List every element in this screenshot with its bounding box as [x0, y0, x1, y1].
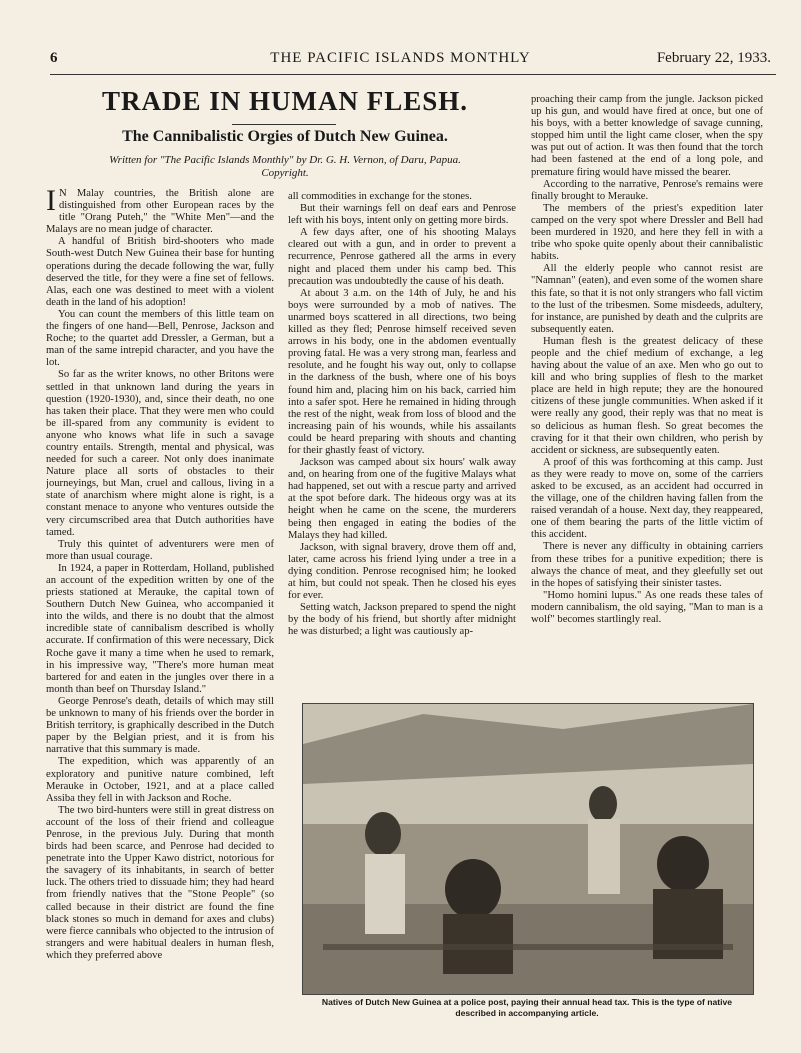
paragraph: A handful of British bird-shooters who made South-west Dutch New Guinea their base for hunting operations during the decade following the war, fully deserved the title, for they were a fine set of fellows. Alas, each one was destined to meet with a violent death in the land of his adoption! [46, 236, 274, 308]
paragraph: all commodities in exchange for the stones. [288, 191, 472, 202]
issue-date: February 22, 1933. [656, 50, 771, 66]
paragraph: Jackson, with signal bravery, drove them off and, later, came across his friend lying under a tree in a dying condition. Penrose recognised him; he looked at him, but could not speak. Then he closed his eyes for ever. [288, 541, 516, 602]
paragraph: In 1924, a paper in Rotterdam, Holland, published an account of the expedition written by one of the priests stationed at Merauke, the capital town of Southern Dutch New Guinea, who accompanied it into the wilds, and there is no doubt that the almost incredible state of cannibalism described is wholly accurate. If confirmation of this were necessary, Dick Roche gave it many a time when he used to remark, in his impressive way, "There's more human meat bartered for and eaten in the jungles over there in a month than beef on Thursday Island." [46, 562, 274, 695]
drop-cap: I [46, 188, 56, 217]
paragraph: So far as the writer knows, no other Britons were settled in that unknown land during the years in question (1920-1930), and, since their death, no one has taken their place. That they were men who could be ill-spared from any community is evident to anyone who knows what life in such a savage country entails. Strength, mental and physical, was needed for such a career. Not only does inanimate Nature place all sorts of obstacles to their journeyings, but Man, cruel and callous, living in a state of anarchism where might alone is right, is a constant menace to anyone who ventures outside the very circumscribed area that Dutch authorities have tamed. [46, 369, 274, 538]
page-header [0, 50, 801, 72]
photograph [302, 703, 754, 995]
page-number: 6 [50, 50, 58, 66]
header-rule [50, 74, 776, 75]
paragraph: A proof of this was forthcoming at this camp. Just as they were ready to move on, some of the carriers asked to be excused, as an accident had occurred in the village, one of the children having fallen from the raised verandah of a house. Next day, they reappeared, one of them bearing the parts of the little victim of this accident. [531, 456, 763, 541]
column-3 [531, 94, 763, 691]
column-2 [288, 191, 516, 749]
paragraph: The expedition, which was apparently of an exploratory and punitive nature combined, left Merauke in October, 1921, and at a place called Assiba they fell in with Jackson and Roche. [46, 756, 274, 804]
paragraph: I N Malay countries, the British alone are distinguished from other European races by the title "Orang Puteh," the "White Men"—and the Malays are no mean judge of character. [46, 188, 274, 236]
paragraph: A few days after, one of his shooting Malays cleared out with a gun, and in order to prevent a recurrence, Penrose gathered all the arms in every night and placed them under his camp bed. This precaution was undoubtedly the cause of his death. [288, 227, 516, 287]
paragraph: But their warnings fell on deaf ears and Penrose left with his boys, intent only on getting more birds. [288, 203, 516, 227]
paragraph: Jackson was camped about six hours' walk away and, on hearing from one of the fugitive Malays what had happened, set out with a rescue party and arrived at the spot before dark. The hideous orgy was at its height when he came on the scene, the murderers being then engaged in eating the bodies of the Malays they had killed. [288, 457, 516, 541]
paragraph: Setting watch, Jackson prepared to spend the night by the body of his friend, but shortly after midnight he was disturbed; a light was cautiously ap- [288, 602, 516, 638]
paragraph: proaching their camp from the jungle. Jackson picked up his gun, and would have fired at once, but one of his boys, with a better knowledge of savage cunning, stopped him until the light came closer, when the spy was put out of action. It was then found that the torch had been fastened at the end of a long pole, and premature firing would have missed the bearer. [531, 94, 763, 178]
paragraph: Human flesh is the greatest delicacy of these people and the chief medium of exchange, a leg having about the value of an axe. Men who go out to kill and who bring supplies of flesh to the market place are held in high repute; they are the honoured citizens of these jungle communities. When asked if it were really any good, their reply was that no meat is so delicious as human flesh. So great becomes the craving for it that their own children, who perish by accident or sickness, are subsequently eaten. [531, 335, 763, 456]
paragraph: According to the narrative, Penrose's remains were finally brought to Merauke. [531, 178, 763, 202]
paragraph: The members of the priest's expedition later camped on the very spot where Dressler and Bell had been murdered in 1920, and here they fell in with a tribe who spoke quite openly about their cannibalistic habits. [531, 202, 763, 263]
article-subtitle: The Cannibalistic Orgies of Dutch New Guinea. [122, 128, 448, 145]
article-title: TRADE IN HUMAN FLESH. [101, 86, 469, 116]
photo-illustration [303, 704, 753, 994]
paragraph: There is never any difficulty in obtaining carriers from these tribes for a punitive expedition; there is always the chance of meat, and they gleefully set out in the hopes of satisfying their sinister tastes. [531, 541, 763, 589]
paragraph: Truly this quintet of adventurers were men of more than usual courage. [46, 538, 274, 562]
masthead: THE PACIFIC ISLANDS MONTHLY [270, 50, 531, 66]
photo-caption: Natives of Dutch New Guinea at a police post, paying their annual head tax. This is the type of native described in accompanying article. [321, 997, 733, 1018]
paragraph: George Penrose's death, details of which may still be unknown to many of his friends over the border in British territory, is graphically described in the Dutch paper by the Belgian priest, and it is from his narrative that this summary is made. [46, 695, 274, 756]
byline: Written for "The Pacific Islands Monthly" by Dr. G. H. Vernon, of Daru, Papua. Copyright. [109, 154, 461, 179]
paragraph: At about 3 a.m. on the 14th of July, he and his boys were surrounded by a mob of natives. The unarmed boys scattered in all directions, two being killed as they fled; Penrose himself received seven arrows in his body, one in the abdomen eventually proving fatal. He was a very strong man, fearless and resolute, and he fought his way out, only to collapse in the darkness of the bush, where one of his boys found him and, placing him on his back, carried him into a safer spot. Here he remained in hiding through the rest of the night, weak from loss of blood and the increasing pain of his wounds, while his assailants could be heard preparing with shouts and chanting for their ghastly feast of victory. [288, 287, 516, 456]
paragraph: All the elderly people who cannot resist are "Namnan" (eaten), and even some of the women share this fate, so that it is not only strangers who fall victim to the lust of the tribesmen. Some misdeeds, adultery, for instance, are punished by death and the culprits are subsequently eaten. [531, 263, 763, 335]
paragraph: The two bird-hunters were still in great distress on account of the loss of their friend and colleague Penrose, in the previous July. During that month birds had been scarce, and Penrose had decided to penetrate into the Upper Kawo district, notorious for the savagery of its inhabitants, in search of better luck. The others tried to dissuade him; they had heard from friendly natives that the "Stone People" (so called because in their district are found the fine black stones so much in demand for axes and clubs) were fierce cannibals who objected to the intrusion of strangers and were habitual dealers in human flesh, which they preferred above [46, 804, 274, 961]
title-rule [232, 124, 336, 125]
paragraph: "Homo homini lupus." As one reads these tales of modern cannibalism, the old saying, "Man to man is a wolf" becomes startlingly real. [531, 589, 763, 626]
paragraph: You can count the members of this little team on the fingers of one hand—Bell, Penrose, Jackson and Roche; to the quartet add Dressler, a German, but a man of the same intrepid character, and you have the lot. [46, 308, 274, 369]
column-1 [46, 188, 274, 1020]
